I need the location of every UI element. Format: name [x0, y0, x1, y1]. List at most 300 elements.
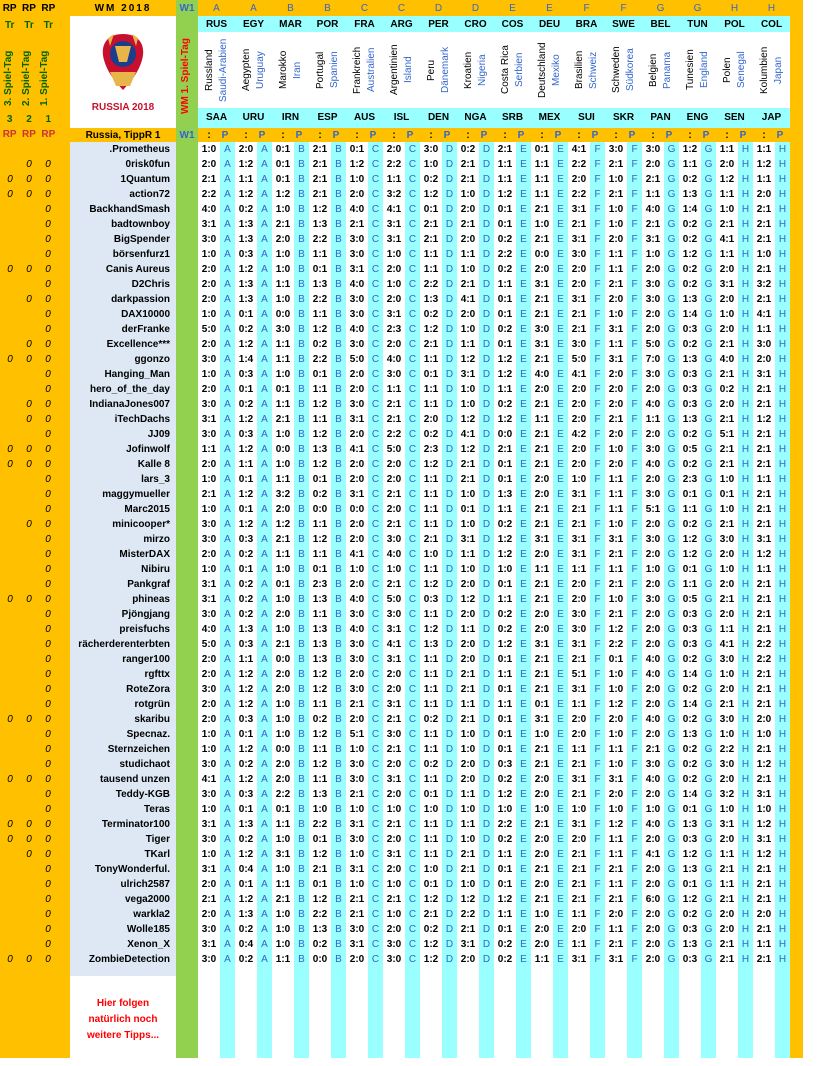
tip-score: 2:0 [349, 459, 365, 470]
tip-score: 3:0 [386, 729, 402, 740]
tip-score: 1:2 [238, 339, 254, 350]
tip-score: 2:1 [275, 639, 291, 650]
tip-score: 1:0 [201, 249, 217, 260]
tip-score: 1:1 [608, 744, 624, 755]
tip-group: A [224, 699, 231, 710]
tip-group: D [445, 279, 454, 290]
tip-group: H [778, 264, 787, 275]
group-letter: D [434, 3, 443, 14]
tip-group: C [371, 264, 380, 275]
tip-score: 1:2 [238, 669, 254, 680]
tip-score: 0:2 [719, 384, 735, 395]
tip-group: C [371, 219, 380, 230]
tip-score: 0:1 [349, 144, 365, 155]
tip-score: 2:1 [756, 204, 772, 215]
tip-group: G [667, 519, 676, 530]
tip-score: 0:1 [423, 204, 439, 215]
tip-group: F [594, 339, 601, 350]
tip-score: 2:0 [534, 849, 550, 860]
tip-score: 1:2 [756, 414, 772, 425]
tip-group: F [594, 399, 601, 410]
tip-group: C [371, 894, 380, 905]
tip-score: 1:2 [238, 849, 254, 860]
tip-group: C [371, 939, 380, 950]
tip-group: B [335, 909, 342, 920]
tip-group: C [371, 639, 380, 650]
tip-score: 0:2 [238, 549, 254, 560]
tip-group: C [408, 564, 417, 575]
tip-group: A [261, 609, 268, 620]
tip-group: B [298, 594, 305, 605]
tip-score: 0:1 [497, 654, 513, 665]
tip-score: 2:0 [719, 924, 735, 935]
tip-group: D [445, 174, 454, 185]
tip-group: C [371, 669, 380, 680]
tip-score: 1:1 [275, 549, 291, 560]
tip-score: 4:0 [645, 399, 661, 410]
tip-group: H [778, 279, 787, 290]
tip-score: 3:1 [386, 849, 402, 860]
tip-score: 2:0 [534, 384, 550, 395]
tip-group: H [741, 294, 750, 305]
tip-group: C [408, 489, 417, 500]
tip-group: E [557, 234, 564, 245]
tip-group: E [520, 264, 527, 275]
tip-group: G [704, 639, 713, 650]
tip-score: 1:1 [423, 609, 439, 620]
tip-group: A [224, 534, 231, 545]
player-name: derFranke [121, 324, 170, 335]
tip-group: A [261, 549, 268, 560]
tip-group: C [408, 939, 417, 950]
player-name: iTechDachs [114, 414, 170, 425]
tip-group: H [741, 369, 750, 380]
tip-score: 3:2 [275, 489, 291, 500]
tip-score: 2:1 [719, 699, 735, 710]
tip-score: 2:0 [571, 924, 587, 935]
tip-score: 3:0 [349, 294, 365, 305]
home-team-name: Belgien [648, 53, 659, 87]
rp-value: 0 [45, 504, 51, 515]
tip-score: 1:3 [238, 624, 254, 635]
tip-group: D [482, 414, 491, 425]
tip-score: 2:0 [756, 909, 772, 920]
tip-score: 1:1 [756, 144, 772, 155]
tip-score: 2:0 [645, 909, 661, 920]
tip-group: C [408, 579, 417, 590]
tip-group: H [741, 399, 750, 410]
tip-group: C [408, 339, 417, 350]
rp-value: 0 [45, 744, 51, 755]
tip-group: A [261, 189, 268, 200]
tip-score: 3:0 [645, 294, 661, 305]
tip-group: C [408, 789, 417, 800]
tip-group: D [445, 864, 454, 875]
tip-score: 0:1 [608, 654, 624, 665]
home-team-name: Russland [204, 49, 215, 91]
tip-group: D [445, 399, 454, 410]
tip-group: G [667, 444, 676, 455]
tip-score: 2:1 [571, 864, 587, 875]
tip-group: C [408, 234, 417, 245]
tip-group: F [631, 729, 638, 740]
tip-group: H [778, 759, 787, 770]
player-name: Marc2015 [124, 504, 170, 515]
tip-score: 5:0 [201, 324, 217, 335]
tip-score: 2:0 [719, 774, 735, 785]
tip-score: 4:1 [756, 309, 772, 320]
tip-group: G [704, 819, 713, 830]
tip-score: 0:2 [682, 774, 698, 785]
tip-group: B [298, 909, 305, 920]
tip-group: G [667, 219, 676, 230]
tip-score: 2:0 [756, 189, 772, 200]
tip-score: 0:2 [682, 654, 698, 665]
tip-score: 4:1 [719, 639, 735, 650]
tip-group: H [741, 609, 750, 620]
tip-score: 2:0 [201, 669, 217, 680]
tip-score: 2:0 [534, 474, 550, 485]
tip-group: D [445, 159, 454, 170]
tip-score: 2:0 [386, 834, 402, 845]
tip-score: 1:0 [201, 804, 217, 815]
tip-group: F [631, 384, 638, 395]
tip-score: 2:0 [645, 384, 661, 395]
tip-group: C [408, 804, 417, 815]
tip-score: 0:2 [497, 834, 513, 845]
colon-marker: : [429, 130, 433, 141]
tip-group: D [445, 309, 454, 320]
tip-score: 1:0 [201, 369, 217, 380]
tip-score: 1:2 [238, 444, 254, 455]
tip-score: 3:0 [349, 684, 365, 695]
p-marker: P [591, 130, 599, 141]
tip-group: B [298, 219, 305, 230]
tip-score: 1:1 [460, 549, 476, 560]
away-team-code: PAN [650, 112, 671, 123]
tip-score: 1:1 [423, 684, 439, 695]
tip-group: H [778, 159, 787, 170]
tip-group: D [445, 444, 454, 455]
tip-group: H [741, 219, 750, 230]
away-team-code: DEN [427, 112, 450, 123]
tip-group: A [224, 684, 231, 695]
tip-score: 1:0 [645, 804, 661, 815]
tip-score: 1:3 [312, 594, 328, 605]
tip-score: 1:2 [238, 684, 254, 695]
tip-score: 1:1 [497, 699, 513, 710]
tip-group: D [445, 369, 454, 380]
tip-score: 1:1 [386, 384, 402, 395]
tip-score: 3:1 [201, 594, 217, 605]
tip-group: B [335, 534, 342, 545]
tip-score: 1:1 [423, 519, 439, 530]
tip-score: 5:0 [201, 639, 217, 650]
tip-group: C [371, 354, 380, 365]
tip-score: 0:1 [238, 729, 254, 740]
tip-score: 2:1 [312, 864, 328, 875]
tip-score: 2:1 [571, 324, 587, 335]
tip-group: C [408, 474, 417, 485]
home-team-code: COL [760, 19, 783, 30]
tip-score: 4:0 [349, 279, 365, 290]
tip-score: 2:0 [460, 954, 476, 965]
tip-score: 0:2 [423, 174, 439, 185]
tip-score: 1:3 [238, 234, 254, 245]
away-team-name: Island [403, 56, 414, 84]
tip-group: H [778, 789, 787, 800]
rp-value: 0 [45, 234, 51, 245]
tip-score: 1:1 [460, 249, 476, 260]
rp-value: 0 [26, 954, 32, 965]
footer-note: Hier folgen natürlich noch weitere Tipps... [86, 998, 160, 1041]
tip-group: A [261, 924, 268, 935]
tip-group: G [704, 744, 713, 755]
tip-score: 2:0 [201, 879, 217, 890]
green-round-column [176, 0, 198, 1058]
tip-score: 4:0 [201, 624, 217, 635]
tip-score: 0:2 [682, 234, 698, 245]
tip-group: G [667, 369, 676, 380]
home-team-name: Argentinien [389, 44, 400, 96]
tip-score: 3:1 [571, 639, 587, 650]
tip-group: C [371, 624, 380, 635]
tip-score: 3:0 [386, 939, 402, 950]
tip-group: E [557, 684, 564, 695]
tip-group: H [778, 864, 787, 875]
tip-group: G [667, 639, 676, 650]
player-name: hero_of_the_day [89, 384, 170, 395]
tip-group: D [445, 939, 454, 950]
away-team-code: SUI [578, 112, 595, 123]
tip-score: 0:2 [238, 594, 254, 605]
tip-score: 0:1 [238, 879, 254, 890]
tip-group: E [520, 729, 527, 740]
tip-group: H [741, 264, 750, 275]
tip-group: E [557, 399, 564, 410]
tip-score: 2:1 [534, 594, 550, 605]
tip-score: 0:0 [275, 444, 291, 455]
tip-score: 2:1 [460, 474, 476, 485]
tip-score: 1:2 [312, 534, 328, 545]
tip-group: E [520, 684, 527, 695]
tip-group: D [482, 624, 491, 635]
tip-score: 2:0 [275, 669, 291, 680]
tip-score: 2:1 [608, 609, 624, 620]
tip-score: 1:1 [756, 174, 772, 185]
tip-score: 0:2 [497, 954, 513, 965]
tip-score: 1:0 [386, 249, 402, 260]
tip-group: D [482, 819, 491, 830]
tip-score: 0:1 [238, 504, 254, 515]
tip-group: C [408, 174, 417, 185]
tip-group: B [335, 444, 342, 455]
tip-score: 1:1 [682, 159, 698, 170]
tipper-row-label: Russia, TippR 1 [85, 130, 161, 141]
rp-value: 0 [26, 354, 32, 365]
tip-group: H [741, 144, 750, 155]
tip-score: 3:0 [534, 324, 550, 335]
tip-group: E [557, 474, 564, 485]
tip-group: H [741, 924, 750, 935]
player-name: maggymueller [102, 489, 170, 500]
tip-score: 1:2 [312, 669, 328, 680]
tip-group: H [778, 669, 787, 680]
tip-score: 1:3 [682, 819, 698, 830]
tip-score: 1:1 [608, 504, 624, 515]
tip-group: F [631, 849, 638, 860]
spieltag-number-1: 1 [45, 114, 52, 125]
tip-group: C [371, 369, 380, 380]
tip-group: B [298, 714, 305, 725]
rp-value: 0 [26, 294, 32, 305]
rp-value: 0 [26, 819, 32, 830]
tip-group: H [778, 954, 787, 965]
tip-score: 1:2 [423, 579, 439, 590]
tip-score: 2:1 [719, 864, 735, 875]
tip-group: B [335, 879, 342, 890]
tip-group: H [741, 189, 750, 200]
tip-group: B [335, 489, 342, 500]
tip-group: E [520, 909, 527, 920]
tip-score: 2:0 [719, 294, 735, 305]
tip-score: 1:2 [682, 549, 698, 560]
tip-group: C [408, 849, 417, 860]
tip-score: 1:2 [460, 894, 476, 905]
tip-score: 3:1 [534, 714, 550, 725]
tip-group: F [631, 414, 638, 425]
rp-value: 0 [45, 939, 51, 950]
tip-group: A [261, 279, 268, 290]
tip-group: F [631, 489, 638, 500]
tip-group: D [482, 369, 491, 380]
tip-score: 2:1 [275, 219, 291, 230]
tip-score: 0:2 [238, 924, 254, 935]
tip-score: 0:1 [497, 879, 513, 890]
tip-score: 2:1 [460, 459, 476, 470]
tip-score: 1:1 [312, 414, 328, 425]
rp-value: 0 [7, 264, 13, 275]
tip-score: 1:1 [312, 744, 328, 755]
player-name: ulrich2587 [120, 879, 170, 890]
tip-score: 1:0 [719, 474, 735, 485]
tip-group: B [298, 864, 305, 875]
tip-group: H [741, 804, 750, 815]
tip-group: E [520, 534, 527, 545]
tip-score: 2:0 [719, 264, 735, 275]
tip-group: G [704, 159, 713, 170]
tip-score: 2:1 [534, 504, 550, 515]
home-team-name: Kroatien [463, 51, 474, 89]
tip-group: A [224, 594, 231, 605]
tip-group: B [298, 429, 305, 440]
tip-group: D [482, 384, 491, 395]
player-name: vega2000 [124, 894, 170, 905]
tip-group: A [224, 819, 231, 830]
tip-score: 3:1 [386, 624, 402, 635]
tip-group: B [298, 849, 305, 860]
spieltag-numbers [0, 114, 58, 125]
tip-score: 1:2 [423, 459, 439, 470]
tip-group: E [557, 594, 564, 605]
tip-score: 2:0 [349, 189, 365, 200]
tip-group: B [298, 744, 305, 755]
tip-group: G [704, 594, 713, 605]
tip-score: 1:0 [275, 594, 291, 605]
tip-group: D [482, 939, 491, 950]
tip-score: 2:1 [534, 429, 550, 440]
tip-group: G [667, 894, 676, 905]
tip-group: D [445, 384, 454, 395]
tip-group: H [741, 564, 750, 575]
tip-group: G [704, 849, 713, 860]
tip-score: 1:1 [238, 174, 254, 185]
tip-group: C [408, 309, 417, 320]
tip-group: D [482, 804, 491, 815]
tip-score: 3:0 [349, 774, 365, 785]
tip-group: A [261, 309, 268, 320]
tip-group: A [224, 204, 231, 215]
tip-group: B [335, 774, 342, 785]
tip-group: A [224, 804, 231, 815]
tip-score: 2:0 [349, 669, 365, 680]
tip-group: C [408, 609, 417, 620]
tip-group: B [335, 279, 342, 290]
tip-group: D [482, 534, 491, 545]
tip-score: 2:0 [756, 354, 772, 365]
home-team-code: DEU [538, 19, 561, 30]
tip-group: E [557, 744, 564, 755]
tip-score: 2:1 [534, 669, 550, 680]
tip-group: F [631, 204, 638, 215]
side-label: WM 1. Spiel-Tag [180, 38, 191, 114]
tip-score: 2:1 [497, 144, 513, 155]
tip-group: G [704, 669, 713, 680]
group-letter: E [546, 3, 553, 14]
tip-score: 1:0 [460, 384, 476, 395]
tip-score: 2:1 [756, 294, 772, 305]
tip-group: E [520, 279, 527, 290]
tip-group: C [371, 879, 380, 890]
tip-group: F [594, 879, 601, 890]
tip-score: 2:1 [719, 954, 735, 965]
tip-group: G [704, 684, 713, 695]
tip-score: 2:1 [312, 189, 328, 200]
tip-group: F [594, 324, 601, 335]
tip-group: B [335, 174, 342, 185]
tip-score: 3:0 [423, 144, 439, 155]
tip-group: G [667, 954, 676, 965]
tip-group: B [335, 759, 342, 770]
tip-group: B [298, 669, 305, 680]
tip-group: C [408, 864, 417, 875]
tip-group: E [557, 579, 564, 590]
tip-group: D [482, 669, 491, 680]
tip-score: 1:0 [719, 804, 735, 815]
tip-group: F [631, 879, 638, 890]
tip-score: 1:1 [497, 279, 513, 290]
tip-score: 2:1 [534, 759, 550, 770]
player-name: ranger100 [122, 654, 170, 665]
home-team-code: CRO [464, 19, 487, 30]
tip-score: 1:1 [275, 279, 291, 290]
tip-score: 0:2 [238, 204, 254, 215]
home-team-code: RUS [205, 19, 228, 30]
tip-score: 1:1 [682, 504, 698, 515]
tip-group: E [520, 414, 527, 425]
tip-score: 0:0 [275, 654, 291, 665]
tip-group: B [335, 369, 342, 380]
